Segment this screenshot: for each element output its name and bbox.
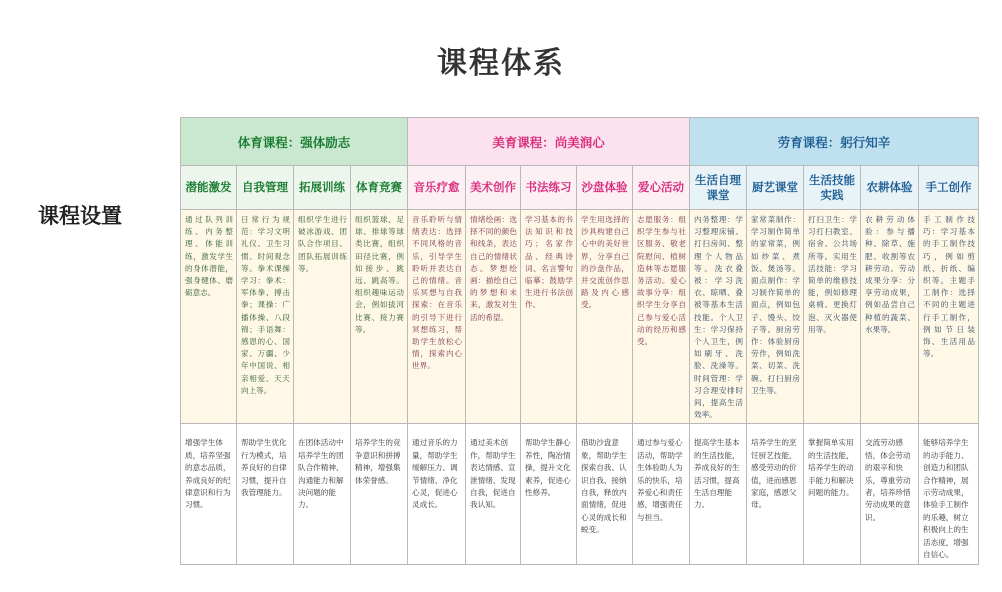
course-content-cell	[351, 210, 408, 424]
course-name: 生活技能实践	[804, 166, 861, 210]
course-goal: 交流劳动感悟，体会劳动的艰辛和快乐，尊重劳动者，培养珍惜劳动成果的意识。	[865, 438, 911, 522]
course-goal-row	[181, 424, 979, 565]
course-goal: 增强学生体质，培养坚强的意志品质，养成良好的纪律意识和行为习惯。	[185, 438, 231, 510]
course-content: 内务整理：学习整理床铺、打扫房间、整理个人物品等。洗衣叠被：学习洗衣、晾晒、叠被等基本生活技能。个人卫生：学习保持个人卫生，例如刷牙、洗脸、洗澡等。时间管理：学习合理安排时间，提高生活效率。	[694, 215, 744, 420]
category-labor: 劳育课程：躬行知辛	[690, 118, 979, 166]
course-content: 学生用选择的沙具构建自己心中的美好世界，分享自己的沙盘作品，并交流创作思路及内心感受。	[581, 215, 630, 310]
course-content: 日常行为规范：学习文明礼仪、卫生习惯、时间观念等。拳术课操学习：拳术：军体拳、搏击拳；课操：广播体操、八段锦；手语舞：感恩的心、国家、万疆、少年中国说、相亲相爱、天天向上等。	[241, 215, 290, 395]
course-content-row	[181, 210, 979, 424]
course-goal: 掌握简单实用的生活技能，培养学生的动手能力和解决问题的能力。	[808, 438, 854, 498]
course-goal-cell	[804, 424, 861, 565]
course-content-cell	[690, 210, 747, 424]
course-name: 体育竞赛	[351, 166, 408, 210]
course-name: 音乐疗愈	[408, 166, 466, 210]
course-content-cell	[466, 210, 521, 424]
course-goal-cell	[747, 424, 804, 565]
category-row	[181, 118, 979, 166]
course-content-cell	[633, 210, 690, 424]
course-content: 通过队列训练、内务整理、体能训练，激发学生的身体潜能，强身健体、磨砺意志。	[185, 215, 233, 298]
course-content-cell	[408, 210, 466, 424]
course-table	[180, 117, 979, 565]
course-content: 情绪绘画：选择不同的颜色和线条，表达自己的情绪状态。梦想绘画：描绘自己的梦想和未来，激发对生活的希望。	[470, 215, 518, 322]
course-goal: 提高学生基本的生活技能，养成良好的生活习惯，提高生活自理能力。	[694, 438, 740, 510]
course-name: 潜能激发	[181, 166, 237, 210]
course-goal: 帮助学生静心养性，陶冶情操，提升文化素养，促进心性修养。	[525, 438, 571, 498]
course-content: 家常菜制作：学习制作简单的家常菜，例如炒菜、煮饭、煲汤等。面点制作：学习制作简单的面点，例如包子、馒头、饺子等。厨房劳作：体验厨房劳作，例如洗菜、切菜、洗碗、打扫厨房卫生等。	[751, 215, 801, 395]
course-goal: 能够培养学生的动手能力、创造力和团队合作精神，展示劳动成果，体验手工制作的乐趣，树立积极向上的生活态度，增强自信心。	[923, 438, 969, 560]
course-name: 农耕体验	[861, 166, 919, 210]
course-content-cell	[237, 210, 294, 424]
course-name-row	[181, 166, 979, 210]
course-goal-cell	[351, 424, 408, 565]
course-goal-cell	[690, 424, 747, 565]
page-title: 课程体系	[437, 46, 565, 81]
course-name: 拓展训练	[294, 166, 351, 210]
course-name: 厨艺课堂	[747, 166, 804, 210]
course-goal-cell	[577, 424, 633, 565]
course-content: 打扫卫生：学习打扫教室、宿舍、公共场所等。实用生活技能：学习简单的维修技能，例如修理桌椅、更换灯泡、灭火器使用等。	[808, 215, 858, 334]
course-name: 自我管理	[237, 166, 294, 210]
course-goal: 通过参与爱心活动，帮助学生体验助人为乐的快乐，培养爱心和责任感，增强责任与担当。	[637, 438, 683, 522]
course-content: 音乐聆听与情绪表达：选择不同风格的音乐，引导学生聆听并表达自己的情绪。音乐冥想与自我探索：在音乐的引导下进行冥想练习，帮助学生放松心情，探索内心世界。	[412, 215, 463, 371]
course-content: 志愿服务：组织学生参与社区服务、敬老院慰问、植树造林等志愿服务活动。爱心故事分享：组织学生分享自己参与爱心活动的经历和感受。	[637, 215, 687, 347]
course-content-cell	[294, 210, 351, 424]
course-content: 手工制作技巧：学习基本的手工制作技巧，例如剪纸、折纸、编织等。主题手工制作：选择不同的主题进行手工制作，例如节日装饰、生活用品等。	[923, 215, 976, 359]
course-goal: 通过美术创作，帮助学生表达情感、宣泄情绪、发现自我，促进自我认知。	[470, 438, 516, 510]
course-name: 美术创作	[466, 166, 521, 210]
course-content-cell	[181, 210, 237, 424]
category-pe: 体育课程：强体励志	[181, 118, 408, 166]
course-goal: 培养学生的烹饪厨艺技能，感受劳动的价值，进而感恩家庭，感恩父母。	[751, 438, 797, 510]
course-goal-cell	[408, 424, 466, 565]
course-content: 组织篮球、足球、排球等球类比赛，组织田径比赛，例如接步、跳远、跳高等。组织趣味运动会，例如拔河比赛、接力赛等。	[355, 215, 405, 334]
course-content: 农耕劳动体验：参与播种、除草、施肥、收割等农耕劳动。劳动成果分享：分享劳动成果，例如品尝自己种植的蔬菜、水果等。	[865, 215, 916, 334]
course-goal-cell	[919, 424, 979, 565]
course-name: 书法练习	[521, 166, 577, 210]
course-goal-cell	[861, 424, 919, 565]
course-goal: 帮助学生优化行为模式，培养良好的自律习惯，提升自我管理能力。	[241, 438, 287, 498]
course-goal-cell	[466, 424, 521, 565]
course-name: 爱心活动	[633, 166, 690, 210]
course-content: 组织学生进行破冰游戏、团队合作项目、团队拓展训练等。	[298, 215, 347, 273]
course-content-cell	[804, 210, 861, 424]
course-name: 生活自理课堂	[690, 166, 747, 210]
course-name: 手工创作	[919, 166, 979, 210]
course-goal: 通过音乐的力量，帮助学生缓解压力、调节情绪、净化心灵，促进心灵成长。	[412, 438, 458, 510]
course-goal-cell	[633, 424, 690, 565]
course-goal-cell	[181, 424, 237, 565]
course-goal-cell	[521, 424, 577, 565]
course-goal-cell	[237, 424, 294, 565]
course-goal-cell	[294, 424, 351, 565]
course-content-cell	[919, 210, 979, 424]
course-goal: 培养学生的竞争意识和拼搏精神，增强集体荣誉感。	[355, 438, 401, 485]
course-content-cell	[521, 210, 577, 424]
course-name: 沙盘体验	[577, 166, 633, 210]
course-content-cell	[577, 210, 633, 424]
section-label: 课程设置	[38, 204, 122, 228]
course-content-cell	[747, 210, 804, 424]
category-art: 美育课程：尚美润心	[408, 118, 690, 166]
course-content: 学习基本的书法知识和技巧；名家作品、经典诗词、名言警句临摹；鼓励学生进行书法创作。	[525, 215, 574, 310]
course-goal: 在团体活动中培养学生的团队合作精神、沟通能力和解决问题的能力。	[298, 438, 344, 510]
course-content-cell	[861, 210, 919, 424]
course-goal: 借助沙盘意象，帮助学生探索自我、认识自我、接纳自我，释放内面情绪，促进心灵的成长和蜕变。	[581, 438, 627, 535]
